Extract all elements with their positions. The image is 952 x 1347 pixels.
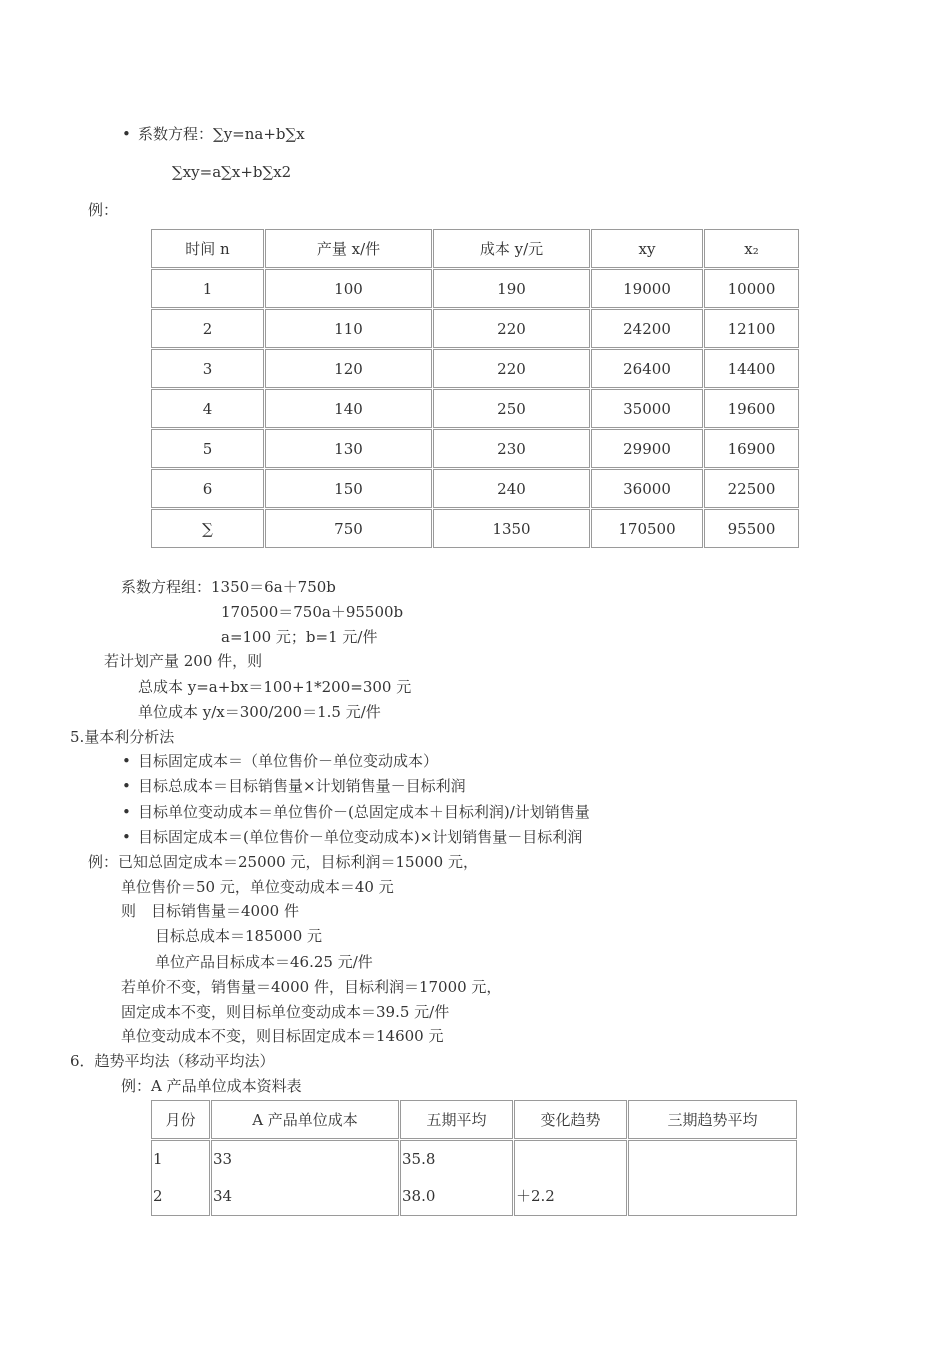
table-cell: 26400 [591, 349, 703, 388]
table-cell: 29900 [591, 429, 703, 468]
table-cell-trend [514, 1140, 627, 1216]
table-header-cell: 时间 n [151, 229, 264, 268]
formula-line-2: ∑xy=a∑x+b∑x2 [172, 163, 292, 181]
example-line: 例：已知总固定成本＝25000 元，目标利润＝15000 元， [88, 853, 478, 871]
solution-line: 系数方程组：1350＝6a＋750b [121, 578, 336, 596]
example-line: 目标总成本＝185000 元 [155, 927, 323, 945]
cell-value [629, 1178, 796, 1215]
table-row [151, 1140, 797, 1216]
cell-value: 1 [153, 1150, 163, 1168]
table-cell: 12100 [704, 309, 799, 348]
table-header-cell: 月份 [151, 1100, 210, 1139]
table-cell-cost [211, 1140, 399, 1216]
table-cell: 22500 [704, 469, 799, 508]
solution-line: 若计划产量 200 件，则 [104, 652, 263, 670]
table-cell: 1 [151, 269, 264, 308]
table-cell: 24200 [591, 309, 703, 348]
table-cell: 19600 [704, 389, 799, 428]
regression-table [150, 228, 800, 549]
table-row [151, 429, 799, 468]
table-cell: 95500 [704, 509, 799, 548]
table-cell: 750 [265, 509, 432, 548]
table-header-row [151, 229, 799, 268]
moving-average-table [150, 1099, 798, 1217]
formula-line-1: • 系数方程：∑y=na+b∑x [138, 124, 305, 144]
solution-line: 总成本 y=a+bx＝100+1*200=300 元 [138, 678, 412, 696]
table-header-row [151, 1100, 797, 1139]
table-row [151, 469, 799, 508]
table-cell: 10000 [704, 269, 799, 308]
cell-value: 35.8 [402, 1150, 436, 1168]
example-line: 固定成本不变，则目标单位变动成本＝39.5 元/件 [121, 1003, 450, 1021]
table-cell: 16900 [704, 429, 799, 468]
table-cell: 130 [265, 429, 432, 468]
table-cell: 14400 [704, 349, 799, 388]
table-cell: 120 [265, 349, 432, 388]
section-title: 6．趋势平均法（移动平均法） [70, 1052, 275, 1070]
table-row [151, 389, 799, 428]
bullet-item: • 目标单位变动成本＝单位售价－(总固定成本＋目标利润)/计划销售量 [138, 802, 590, 822]
table-header-cell: x₂ [704, 229, 799, 268]
table-total-row [151, 509, 799, 548]
table-cell: 6 [151, 469, 264, 508]
table-cell: 36000 [591, 469, 703, 508]
solution-line: 单位成本 y/x＝300/200＝1.5 元/件 [138, 703, 381, 721]
table-cell: 4 [151, 389, 264, 428]
table-cell: 230 [433, 429, 590, 468]
table-header-cell: 产量 x/件 [265, 229, 432, 268]
cell-value: 2 [153, 1187, 163, 1205]
solution-line: a=100 元；b=1 元/件 [221, 628, 378, 646]
cell-value: 33 [213, 1150, 233, 1168]
table-row [151, 269, 799, 308]
table-cell: 19000 [591, 269, 703, 308]
table-header-cell: xy [591, 229, 703, 268]
table-cell-month [151, 1140, 210, 1216]
table-header-cell: 五期平均 [400, 1100, 513, 1139]
table-cell: 35000 [591, 389, 703, 428]
example-line: 则 目标销售量＝4000 件 [121, 902, 299, 920]
cell-value: 34 [213, 1187, 233, 1205]
table-cell: 190 [433, 269, 590, 308]
bullet-item: • 目标固定成本＝(单位售价－单位变动成本)×计划销售量－目标利润 [138, 827, 582, 847]
table-cell: 110 [265, 309, 432, 348]
table-header-cell: 三期趋势平均 [628, 1100, 797, 1139]
example-label: 例： [88, 201, 119, 219]
table-cell-avg5 [400, 1140, 513, 1216]
table-cell: 240 [433, 469, 590, 508]
table-cell: 220 [433, 309, 590, 348]
table-cell: 220 [433, 349, 590, 388]
table-cell: 150 [265, 469, 432, 508]
example-line: 单位变动成本不变，则目标固定成本＝14600 元 [121, 1027, 444, 1045]
table-cell: 3 [151, 349, 264, 388]
table-cell: 5 [151, 429, 264, 468]
table-header-cell: 变化趋势 [514, 1100, 627, 1139]
section-title: 5.量本利分析法 [70, 728, 175, 746]
table-cell: 2 [151, 309, 264, 348]
example-line: 单位售价＝50 元，单位变动成本＝40 元 [121, 878, 394, 896]
table-cell-avg3 [628, 1140, 797, 1216]
table-row [151, 349, 799, 388]
bullet-item: • 目标固定成本＝（单位售价－单位变动成本） [138, 751, 438, 771]
cell-value [515, 1141, 626, 1178]
table-caption: 例：A 产品单位成本资料表 [121, 1077, 302, 1095]
table-cell: 140 [265, 389, 432, 428]
solution-line: 170500＝750a＋95500b [221, 603, 404, 621]
table-header-cell: A 产品单位成本 [211, 1100, 399, 1139]
table-cell: 170500 [591, 509, 703, 548]
table-cell: 250 [433, 389, 590, 428]
table-cell: 100 [265, 269, 432, 308]
table-cell: 1350 [433, 509, 590, 548]
table-header-cell: 成本 y/元 [433, 229, 590, 268]
cell-value [629, 1141, 796, 1178]
table-row [151, 309, 799, 348]
bullet-item: • 目标总成本＝目标销售量×计划销售量－目标利润 [138, 776, 466, 796]
table-cell: ∑ [151, 509, 264, 548]
cell-value: 38.0 [402, 1187, 436, 1205]
cell-value: ＋2.2 [516, 1187, 555, 1205]
example-line: 单位产品目标成本＝46.25 元/件 [155, 953, 373, 971]
example-line: 若单价不变，销售量＝4000 件，目标利润＝17000 元， [121, 978, 502, 996]
